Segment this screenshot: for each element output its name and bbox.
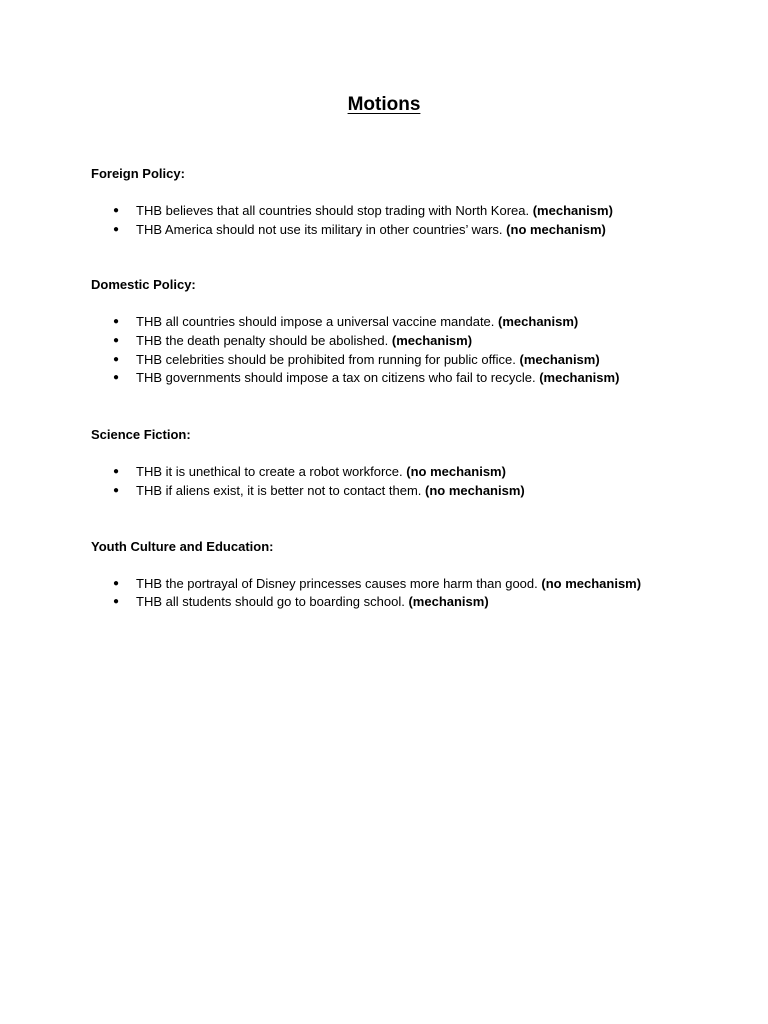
mechanism-tag: (mechanism) xyxy=(532,203,613,218)
bullet-icon: ● xyxy=(113,335,120,347)
list-item xyxy=(91,332,708,351)
mechanism-tag: (mechanism) xyxy=(391,333,473,349)
mechanism-tag: (no mechanism) xyxy=(425,482,525,498)
bullet-icon: ● xyxy=(113,596,120,608)
mechanism-tag: (no mechanism) xyxy=(506,221,606,237)
bullet-icon: ● xyxy=(113,484,120,496)
list-item xyxy=(91,313,708,332)
motion-list xyxy=(91,575,708,612)
section-heading: Youth Culture and Education: xyxy=(91,538,274,554)
motion-list xyxy=(91,313,708,388)
mechanism-tag: (no mechanism) xyxy=(406,464,506,480)
motion-text: THB all countries should impose a universal vaccine mandate. xyxy=(136,314,495,330)
section-heading: Science Fiction: xyxy=(91,427,191,443)
section-heading: Foreign Policy: xyxy=(91,166,185,181)
motion-text: THB all students should go to boarding school. xyxy=(136,594,405,610)
list-item xyxy=(91,202,708,221)
list-item xyxy=(91,593,708,612)
motion-text: THB America should not use its military in other countries’ wars. xyxy=(136,221,503,237)
list-item xyxy=(91,575,708,594)
section-domestic-policy xyxy=(91,276,708,388)
motion-text: THB governments should impose a tax on citizens who fail to recycle. xyxy=(136,370,536,386)
bullet-icon: ● xyxy=(113,205,120,216)
mechanism-tag: (mechanism) xyxy=(539,370,620,386)
motion-text: THB the portrayal of Disney princesses causes more harm than good. xyxy=(136,575,538,591)
mechanism-tag: (mechanism) xyxy=(498,314,579,330)
bullet-icon: ● xyxy=(113,316,120,328)
bullet-icon: ● xyxy=(113,353,120,365)
mechanism-tag: (mechanism) xyxy=(519,351,600,367)
mechanism-tag: (no mechanism) xyxy=(541,575,642,591)
motion-text: THB the death penalty should be abolished. xyxy=(136,333,389,349)
motion-text: THB if aliens exist, it is better not to contact them. xyxy=(136,482,422,498)
list-item xyxy=(91,463,708,482)
motion-text: THB believes that all countries should stop trading with North Korea. xyxy=(136,203,530,218)
motion-text: THB it is unethical to create a robot workforce. xyxy=(136,464,403,480)
motion-list xyxy=(91,463,708,500)
mechanism-tag: (mechanism) xyxy=(408,594,489,610)
page-title: Motions xyxy=(347,94,421,115)
list-item xyxy=(91,221,708,240)
section-youth-culture-education xyxy=(91,538,708,612)
list-item xyxy=(91,351,708,370)
bullet-icon: ● xyxy=(113,466,120,478)
list-item xyxy=(91,482,708,501)
section-foreign-policy xyxy=(91,165,708,239)
bullet-icon: ● xyxy=(113,372,120,384)
motion-text: THB celebrities should be prohibited from running for public office. xyxy=(136,351,516,367)
section-science-fiction xyxy=(91,426,708,500)
bullet-icon: ● xyxy=(113,577,120,589)
motion-list xyxy=(91,202,708,239)
bullet-icon: ● xyxy=(113,223,120,235)
list-item xyxy=(91,369,708,388)
section-heading: Domestic Policy: xyxy=(91,277,196,293)
